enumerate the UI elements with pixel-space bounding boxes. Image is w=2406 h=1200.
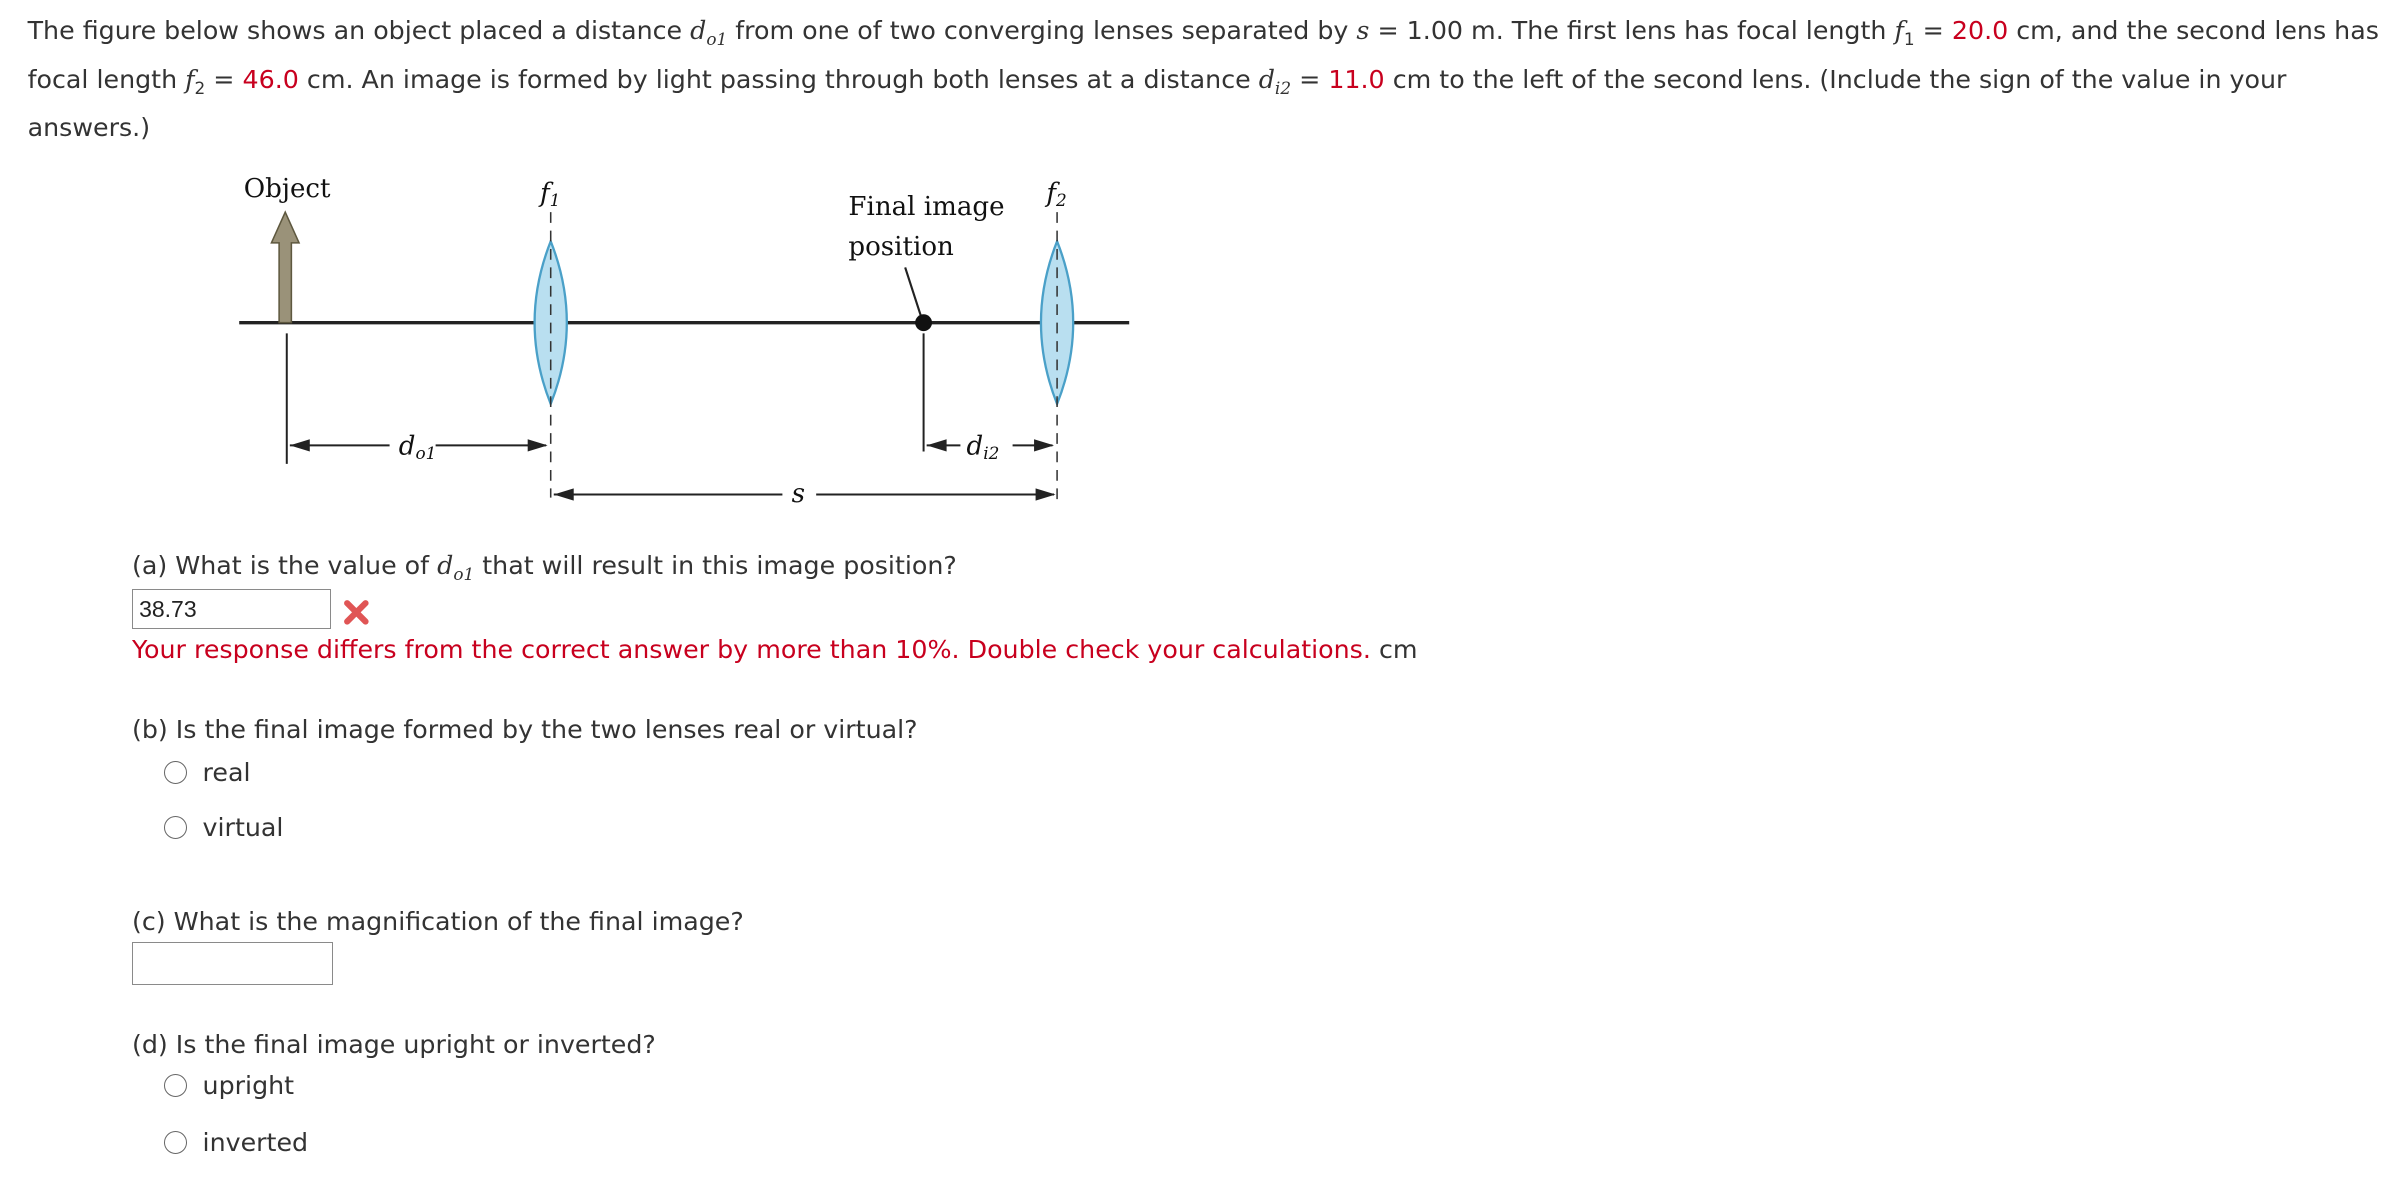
option-upright[interactable]: upright: [164, 1071, 294, 1100]
option-inverted[interactable]: inverted: [164, 1128, 308, 1157]
f1-label: f1: [540, 178, 561, 210]
di2-label: di2: [966, 431, 1000, 463]
do1-label: do1: [398, 431, 437, 463]
question-b: (b) Is the final image formed by the two lenses real or virtual?: [131, 715, 918, 745]
final-image-dot: [915, 314, 932, 331]
answer-c-input[interactable]: [132, 942, 333, 985]
option-virtual[interactable]: virtual: [164, 813, 283, 842]
radio-virtual[interactable]: [164, 816, 187, 839]
question-c: (c) What is the magnification of the final image?: [131, 906, 744, 936]
answer-a-input[interactable]: [132, 589, 331, 629]
question-a: (a) What is the value of $d_{o1}$ that will result in this image position?: [131, 550, 957, 584]
object-label: Object: [243, 173, 331, 204]
f2-label: f2: [1046, 178, 1067, 210]
object-arrow: [272, 212, 300, 322]
given-f2-value: 46.0: [242, 64, 299, 94]
question-d: (d) Is the final image upright or inverted?: [131, 1029, 656, 1059]
feedback-message: Your response differs from the correct answer by more than 10%. Double check your calculations. cm: [131, 635, 1418, 665]
incorrect-x-icon: [341, 597, 372, 628]
s-label: s: [791, 478, 806, 509]
problem-statement: The figure below shows an object placed a distance $d_{o1}$ from one of two converging lenses separated by s = 1.00 m. The first lens has focal length $f_1 = 20.0$ cm, and the second lens has focal length $f_2 = 46.0$ cm. An image is formed by light passing through both lenses at a distance $d_{i2} = 11.0$ cm to the left of the second lens. (Include the sign of the value in your answers.): [27, 15, 2379, 143]
unit-label: cm: [1370, 635, 1418, 665]
final-image-pointer: [905, 267, 922, 319]
option-real[interactable]: real: [164, 758, 250, 787]
two-lens-diagram: [230, 160, 1151, 522]
radio-real[interactable]: [164, 761, 187, 784]
radio-inverted[interactable]: [164, 1131, 187, 1154]
radio-upright[interactable]: [164, 1074, 187, 1097]
given-di2-value: 11.0: [1328, 64, 1385, 94]
given-f1-value: 20.0: [1951, 15, 2009, 45]
final-image-label: Final image position: [848, 191, 1005, 262]
